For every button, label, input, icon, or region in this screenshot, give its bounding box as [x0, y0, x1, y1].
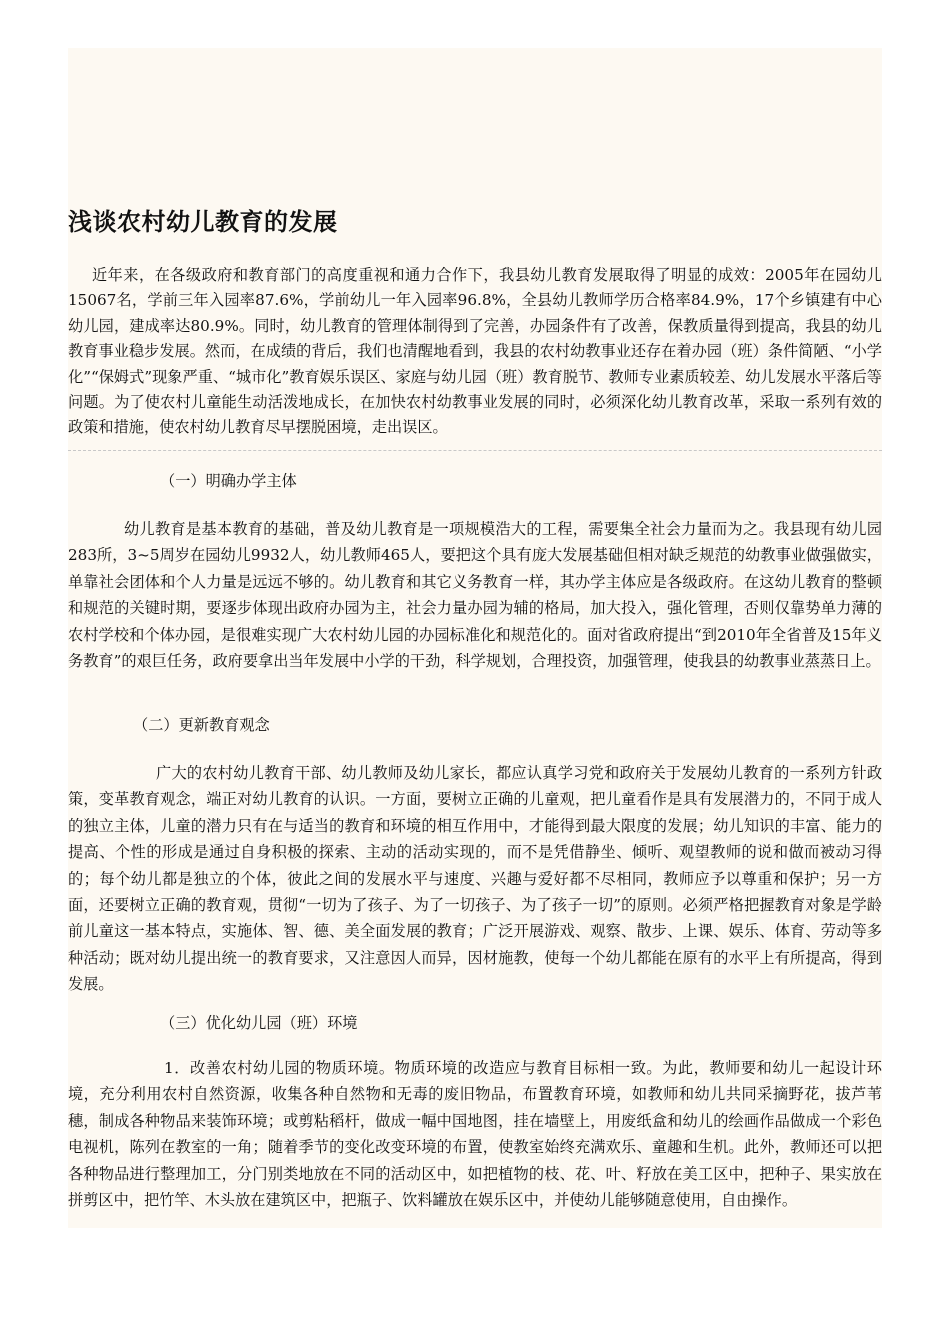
section-body-3: 1．改善农村幼儿园的物质环境。物质环境的改造应与教育目标相一致。为此，教师要和幼儿一起设计环境，充分利用农村自然资源，收集各种自然物和无毒的废旧物品，布置教育环境，如教师和幼儿共同采摘野花，拔芦苇穗，制成各种物品来装饰环境；或剪粘稻杆，做成一幅中国地图，挂在墙壁上，用废纸盒和幼儿的绘画作品做成一个彩色电视机，陈列在教室的一角；随着季节的变化改变环境的布置，使教室始终充满欢乐、童趣和生机。此外，教师还可以把各种物品进行整理加工，分门别类地放在不同的活动区中，如把植物的枝、花、叶、籽放在美工区中，把种子、果实放在拼剪区中，把竹竿、木头放在建筑区中，把瓶子、饮料罐放在娱乐区中，并使幼儿能够随意使用，自由操作。 — [68, 1059, 882, 1210]
section-heading-1: （一）明确办学主体 — [160, 472, 297, 490]
section-heading-2: （二）更新教育观念 — [133, 716, 270, 734]
section-divider — [68, 450, 882, 451]
section-body-1: 幼儿教育是基本教育的基础，普及幼儿教育是一项规模浩大的工程，需要集全社会力量而为之。我县现有幼儿园283所，3~5周岁在园幼儿9932人，幼儿教师465人，要把这个具有庞大发展基础但相对缺乏规范的幼教事业做强做实，单靠社会团体和个人力量是远远不够的。幼儿教育和其它义务教育一样，其办学主体应是各级政府。在这幼儿教育的整顿和规范的关键时期，要逐步体现出政府办园为主，社会力量办园为辅的格局，加大投入，强化管理，否则仅靠势单力薄的农村学校和个体办园，是很难实现广大农村幼儿园的办园标准化和规范化的。面对省政府提出“到2010年全省普及15年义务教育”的艰巨任务，政府要拿出当年发展中小学的干劲，科学规划，合理投资，加强管理，使我县的幼教事业蒸蒸日上。 — [68, 520, 882, 671]
intro-paragraph: 近年来，在各级政府和教育部门的高度重视和通力合作下，我县幼儿教育发展取得了明显的成效：2005年在园幼儿15067名，学前三年入园率87.6%，学前幼儿一年入园率96.8%，全县幼儿教师学历合格率84.9%，17个乡镇建有中心幼儿园，建成率达80.9%。同时，幼儿教育的管理体制得到了完善，办园条件有了改善，保教质量得到提高，我县的幼儿教育事业稳步发展。然而，在成绩的背后，我们也清醒地看到，我县的农村幼教事业还存在着办园（班）条件简陋、“小学化”“保姆式”现象严重、“城市化”教育娱乐误区、家庭与幼儿园（班）教育脱节、教师专业素质较差、幼儿发展水平落后等问题。为了使农村儿童能生动活泼地成长，在加快农村幼教事业发展的同时，必须深化幼儿教育改革，采取一系列有效的政策和措施，使农村幼儿教育尽早摆脱困境，走出误区。 — [68, 266, 882, 437]
section-heading-3: （三）优化幼儿园（班）环境 — [160, 1014, 358, 1032]
article-title: 浅谈农村幼儿教育的发展 — [68, 208, 338, 236]
section-body-2: 广大的农村幼儿教育干部、幼儿教师及幼儿家长，都应认真学习党和政府关于发展幼儿教育的一系列方针政策，变革教育观念，端正对幼儿教育的认识。一方面，要树立正确的儿童观，把儿童看作是具有发展潜力的，不同于成人的独立主体，儿童的潜力只有在与适当的教育和环境的相互作用中，才能得到最大限度的发展；幼儿知识的丰富、能力的提高、个性的形成是通过自身积极的探索、主动的活动实现的，而不是凭借静坐、倾听、观望教师的说和做而被动习得的；每个幼儿都是独立的个体，彼此之间的发展水平与速度、兴趣与爱好都不尽相同，教师应予以尊重和保护；另一方面，还要树立正确的教育观，贯彻“一切为了孩子、为了一切孩子、为了孩子一切”的原则。必须严格把握教育对象是学龄前儿童这一基本特点，实施体、智、德、美全面发展的教育；广泛开展游戏、观察、散步、上课、娱乐、体育、劳动等多种活动；既对幼儿提出统一的教育要求，又注意因人而异，因材施教，使每一个幼儿都能在原有的水平上有所提高，得到发展。 — [68, 764, 882, 994]
